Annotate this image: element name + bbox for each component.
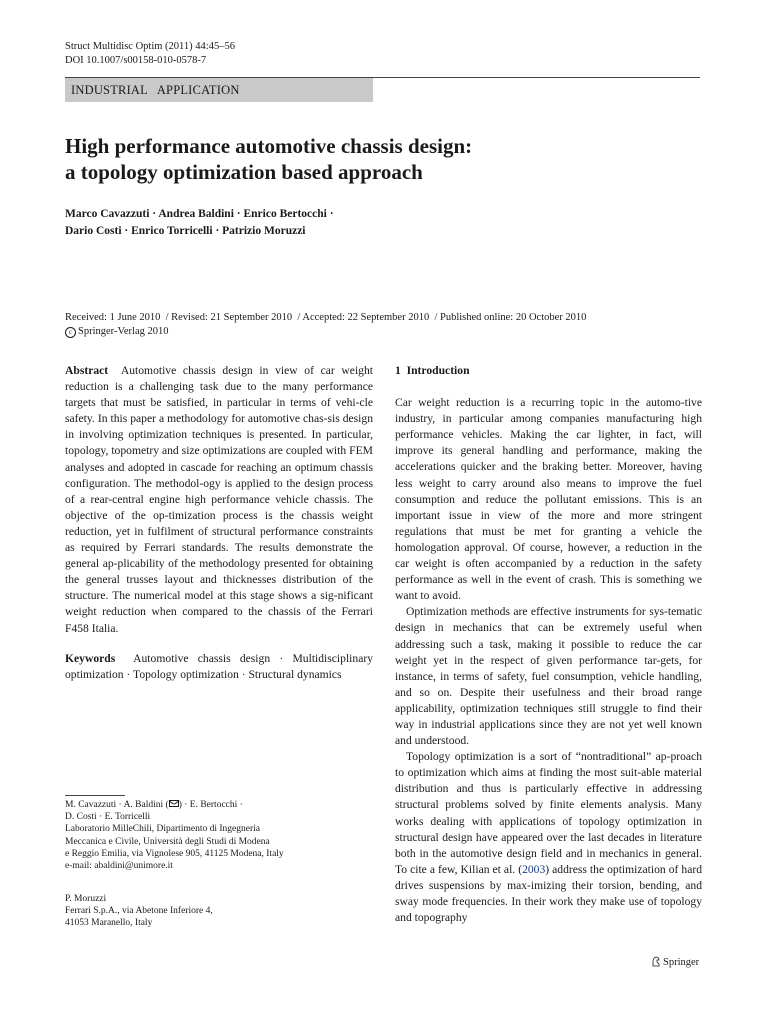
affiliation-line: D. Costi · E. Torricelli	[65, 812, 151, 823]
citation-link[interactable]: 2003	[522, 862, 546, 876]
affiliation-block-2	[65, 893, 375, 930]
affiliation-line: 41053 Maranello, Italy	[65, 918, 153, 929]
publication-dates: Received: 1 June 2010 / Revised: 21 September 2010 / Accepted: 22 September 2010 / Published online: 20 October 2010	[65, 312, 587, 323]
article-title	[65, 133, 705, 185]
affiliation-line: Ferrari S.p.A., via Abetone Inferiore 4,	[65, 906, 213, 917]
intro-paragraph-3	[395, 749, 702, 926]
title-line-2: a topology optimization based approach	[65, 160, 423, 184]
section-heading-introduction: 1 Introduction	[395, 364, 470, 377]
right-column	[395, 363, 702, 926]
affiliation-line: e Reggio Emilia, via Vignolese 905, 41125 Modena, Italy	[65, 848, 284, 859]
author-list	[65, 206, 705, 240]
affiliation-authors-a: M. Cavazzuti · A. Baldini (	[65, 800, 169, 810]
copyright-icon: c	[65, 327, 76, 338]
springer-horse-icon	[651, 956, 661, 967]
title-line-1: High performance automotive chassis design:	[65, 134, 473, 158]
affiliation-authors-b: ) · E. Bertocchi ·	[178, 800, 243, 810]
keywords	[65, 651, 373, 683]
affiliation-line: Laboratorio MilleChili, Dipartimento di Ingegneria	[65, 824, 260, 835]
authors-line-1: Marco Cavazzuti · Andrea Baldini · Enrico Bertocchi ·	[65, 208, 334, 220]
affiliation-line	[65, 799, 375, 811]
envelope-icon	[169, 800, 179, 807]
footnote-rule	[65, 795, 125, 796]
affiliation-line: Meccanica e Civile, Università degli Studi di Modena	[65, 836, 270, 847]
left-column	[65, 363, 373, 683]
authors-line-2: Dario Costi · Enrico Torricelli · Patrizio Moruzzi	[65, 225, 306, 237]
copyright-text: Springer-Verlag 2010	[78, 326, 169, 337]
intro-paragraph-3-text-a: Topology optimization is a sort of “nontraditional” ap-proach to optimization which aims at finding the most suit-able material distribution and thus is particularly effective in addressing structural problems solved by finite elements analysis. Many works dealing with applications of topology optimization in structural design have appeared over the last decades in literature both in the automotive design field and in mechanics in general. To cite a few, Kilian et al. (	[395, 750, 702, 876]
doi: DOI 10.1007/s00158-010-0578-7	[65, 55, 207, 66]
intro-paragraph-3-text-b: ) address the optimization of hard drives suspensions by max-imizing their torsion, bending, and sway mode frequencies. In their work they make use of topology and topography	[395, 862, 703, 925]
affiliation-line: P. Moruzzi	[65, 894, 107, 904]
publisher-footer	[651, 956, 699, 970]
intro-paragraph-1: Car weight reduction is a recurring topic in the automo-tive industry, in particular among companies manufacturing high performance vehicles. Making the car lighter, in fact, will improve its general handling and performance, making the accelerations quicker and the braking better. Moreover, having less weight to carry around also means to improve the fuel consumption and reduce the pollutant emissions. This is an important issue in view of the more and more stringent regulations that must be met for granting a vehicle the homologation approval. Of course, however, a reduction in the car weight is often accompanied by a reduction in the safety performance as well in the event of crash. This is something we want to avoid.	[395, 396, 702, 603]
abstract-label: Abstract	[65, 364, 109, 377]
intro-paragraph-2: Optimization methods are effective instruments for sys-tematic design in mechanics that can be extremely useful when addressing such a task, making it possible to reduce the car weight yet in the respect of given performance tar-gets, for instance, in terms of safety, fuel consumption, vehicle handling, and so on. Despite their usefulness and their broad range applicability, optimization techniques still struggle to find their way in industrial applications since they are not yet well known and understood.	[395, 605, 702, 748]
journal-reference: Struct Multidisc Optim (2011) 44:45–56	[65, 41, 235, 52]
corresponding-email[interactable]: e-mail: abaldini@unimore.it	[65, 861, 173, 872]
publisher-name: Springer	[663, 957, 700, 968]
keywords-label: Keywords	[65, 651, 116, 665]
affiliation-block-1	[65, 799, 375, 872]
abstract-text: Automotive chassis design in view of car weight reduction is a challenging task due to the many performance targets that must be satisfied, in particular in terms of vehi-cle safety. In this paper a methodology for automotive chas-sis design in involving optimization techniques is presented. In particular, topology, topometry and size optimizations are coupled with FEM analyses and adopted in cascade for reaching an optimum chassis configuration. The methodol-ogy is applied to the design process of a rear-central engine high performance vehicle chassis. The objective of the op-timization process is the chassis weight reduction, yet in fulfilment of structural performance constraints as required by Ferrari standards. The results demonstrate the general ap-plicability of the methodology presented for obtaining the general trusses layout and thicknesses distribution of the structure. The numerical model at this stage shows a sig-nificant weight reduction when compared to the chassis of the Ferrari F458 Italia.	[65, 364, 373, 635]
section-label: INDUSTRIAL APPLICATION	[65, 78, 373, 102]
keywords-text: Automotive chassis design · Multidisciplinary optimization · Topology optimization · Structural dynamics	[65, 651, 373, 681]
abstract	[65, 363, 373, 637]
copyright-line	[65, 325, 168, 339]
